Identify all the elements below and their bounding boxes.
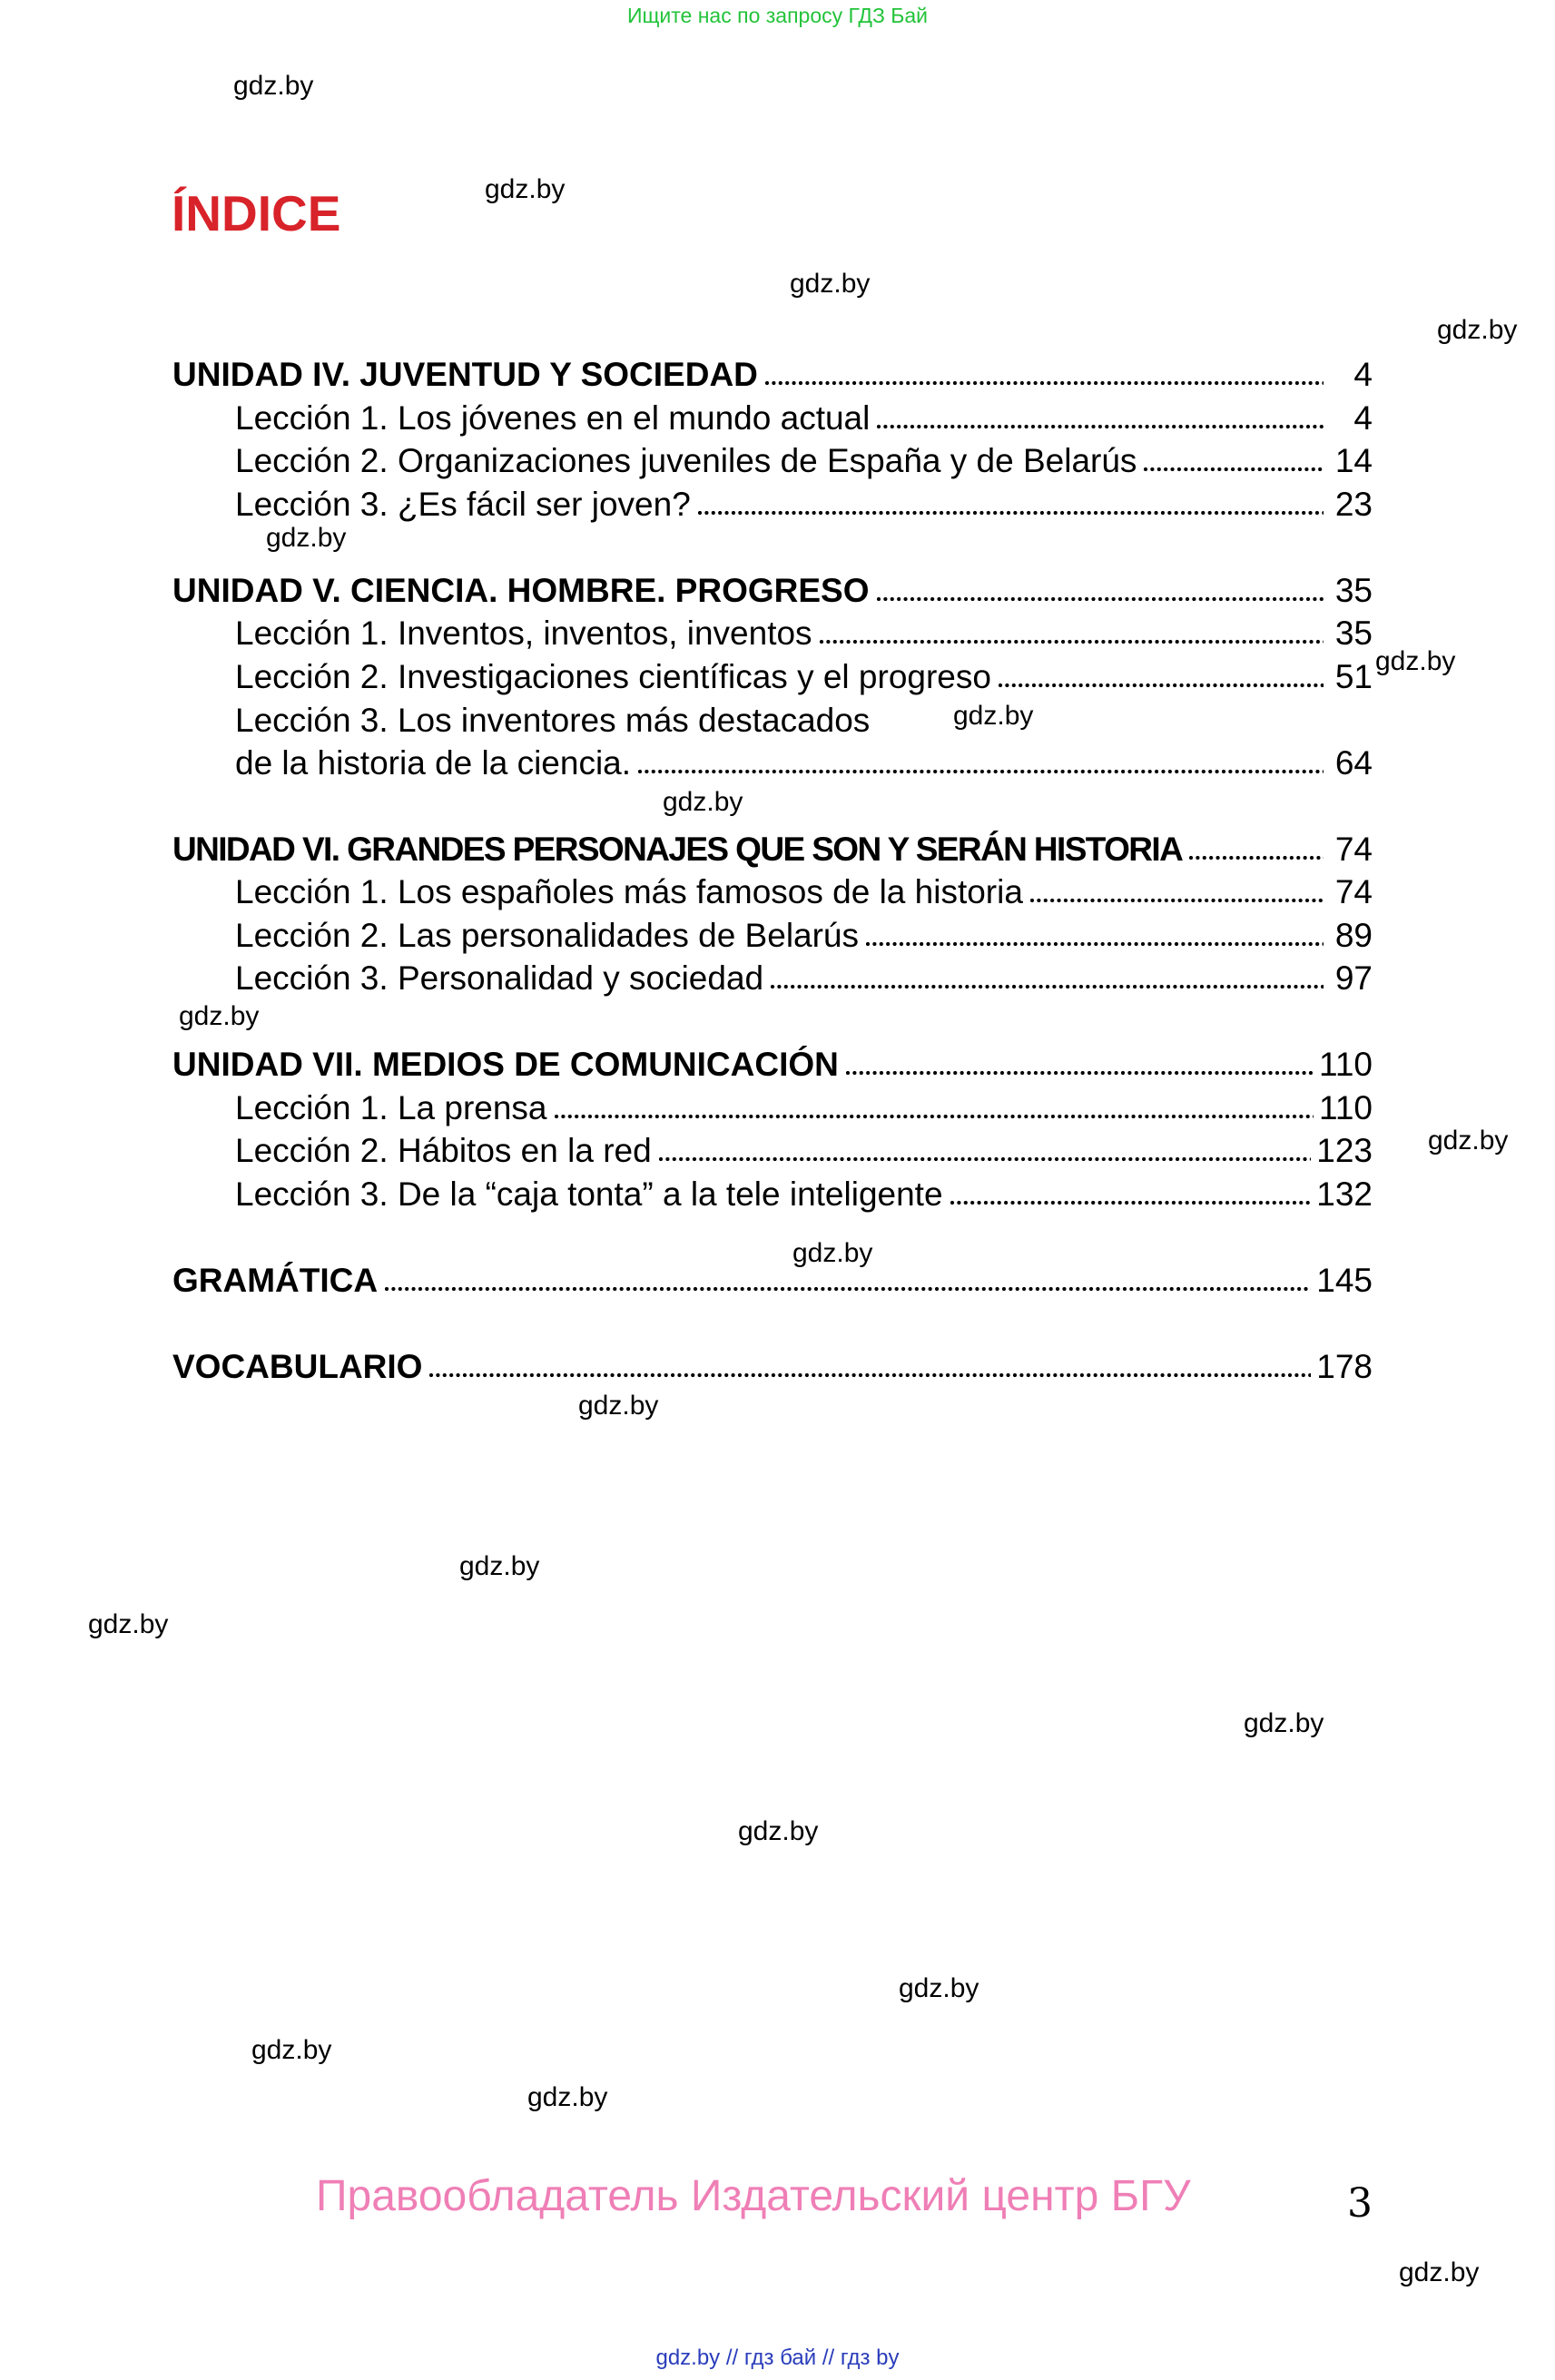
toc-unit-6 [172,826,1373,870]
toc-lesson-7-2 [235,1127,1373,1171]
toc-label: Lección 2. Las personalidades de Belarús [235,917,860,954]
toc-lesson-5-3-cont [235,740,1373,783]
toc-page: 14 [1334,442,1373,479]
toc-page: 89 [1334,917,1373,954]
dot-leader [429,1372,1311,1378]
watermark: gdz.by [233,71,314,101]
toc-unit-4 [172,351,1373,395]
dot-leader [555,1114,1314,1119]
page-title: ÍNDICE [172,185,341,241]
dot-leader [846,1070,1314,1076]
dot-leader [877,596,1324,602]
dot-leader [1144,467,1324,472]
watermark: gdz.by [88,1609,169,1639]
watermark: gdz.by [1399,2257,1480,2287]
toc-lesson-5-1 [235,610,1373,654]
toc-label: Lección 1. La prensa [235,1089,547,1126]
watermark: gdz.by [578,1391,659,1421]
toc-label: VOCABULARIO [172,1348,423,1385]
dot-leader [999,683,1324,688]
watermark: gdz.by [1244,1708,1324,1738]
watermark: gdz.by [663,787,743,817]
watermark: gdz.by [179,1001,260,1031]
dot-leader [866,941,1324,947]
toc-page: 23 [1334,486,1373,523]
toc-label: GRAMÁTICA [172,1262,379,1299]
toc-label: Lección 1. Los españoles más famosos de la historia [235,873,1023,910]
toc-label: Lección 2. Hábitos en la red [235,1132,652,1169]
toc-page: 51 [1334,658,1373,695]
toc-page: 74 [1334,873,1373,910]
toc-page: 35 [1334,615,1373,652]
watermark: gdz.by [266,523,347,553]
toc-lesson-4-3 [235,481,1373,525]
toc-label: UNIDAD VII. MEDIOS DE COMUNICACIÓN [172,1046,839,1083]
toc-page: 178 [1316,1348,1373,1385]
toc-label: UNIDAD IV. JUVENTUD Y SOCIEDAD [172,356,758,393]
toc-grammar [172,1257,1373,1301]
page-number: 3 [1347,2180,1373,2227]
dot-leader [659,1156,1312,1162]
watermark: gdz.by [738,1816,819,1846]
toc-unit-5 [172,567,1373,611]
watermark: gdz.by [527,2082,608,2112]
toc-label: Lección 2. Organizaciones juveniles de España y de Belarús [235,442,1137,479]
toc-page: 145 [1316,1262,1373,1299]
toc-page: 110 [1319,1089,1373,1126]
toc-vocabulary [172,1343,1373,1387]
toc-lesson-7-3 [235,1171,1373,1215]
watermark: gdz.by [251,2035,332,2065]
watermark: gdz.by [1375,646,1456,676]
toc-lesson-6-1 [235,869,1373,912]
toc-page: 4 [1353,399,1373,437]
toc-page: 74 [1334,831,1373,868]
dot-leader [877,424,1324,429]
toc-lesson-7-1 [235,1085,1373,1128]
toc-page: 110 [1319,1046,1373,1083]
toc-label: Lección 2. Investigaciones científicas y el progreso [235,658,991,695]
dot-leader [950,1200,1312,1205]
toc-lesson-6-3 [235,955,1373,998]
toc-label: Lección 1. Los jóvenes en el mundo actual [235,399,871,437]
watermark: gdz.by [1437,315,1518,345]
dot-leader [877,726,1324,732]
toc-label: Lección 3. ¿Es fácil ser joven? [235,486,691,523]
dot-leader [385,1286,1311,1292]
dot-leader [771,984,1324,989]
watermark: gdz.by [953,701,1034,731]
toc-lesson-6-2 [235,912,1373,956]
toc-unit-7 [172,1041,1373,1085]
dot-leader [698,510,1324,516]
dot-leader [820,639,1324,644]
watermark: gdz.by [790,269,871,299]
watermark: gdz.by [1428,1126,1509,1156]
toc-page: 64 [1334,744,1373,782]
watermark: gdz.by [459,1551,540,1581]
footer-links: gdz.by // гдз бай // гдз by [655,2346,900,2370]
watermark: gdz.by [485,174,566,204]
toc-label: Lección 3. Los inventores más destacados [235,702,871,739]
toc-lesson-4-2 [235,438,1373,481]
toc-label: UNIDAD VI. GRANDES PERSONAJES QUE SON Y SERÁN HISTORIA [172,831,1183,868]
toc-label: Lección 1. Inventos, inventos, inventos [235,615,812,652]
toc-page: 97 [1334,959,1373,997]
toc-page: 4 [1353,356,1373,393]
toc-page: 123 [1316,1132,1373,1169]
dot-leader [765,380,1324,386]
watermark: gdz.by [792,1238,873,1268]
toc-label: UNIDAD V. CIENCIA. HOMBRE. PROGRESO [172,572,870,609]
toc-label: Lección 3. Personalidad y sociedad [235,959,764,997]
dot-leader [638,769,1324,774]
dot-leader [1189,855,1324,861]
toc-lesson-5-3 [235,697,1373,741]
watermark: gdz.by [899,1973,979,2003]
toc-label: de la historia de la ciencia. [235,744,632,782]
toc-lesson-5-2 [235,654,1373,697]
copyright-notice: Правообладатель Издательский центр БГУ [316,2172,1191,2220]
dot-leader [1030,898,1324,903]
top-banner: Ищите нас по запросу ГДЗ Бай [626,4,929,27]
toc-page: 132 [1316,1175,1373,1213]
toc-lesson-4-1 [235,395,1373,438]
toc-label: Lección 3. De la “caja tonta” a la tele inteligente [235,1175,943,1213]
toc-page: 35 [1334,572,1373,609]
